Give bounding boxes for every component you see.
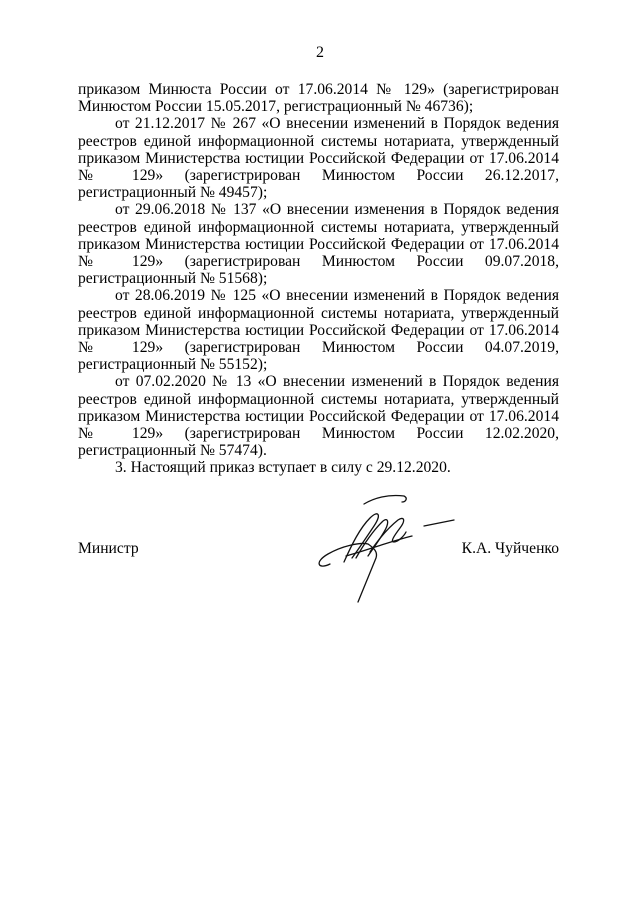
signatory-title: Министр: [78, 540, 139, 557]
paragraph-order-13: от 07.02.2020 № 13 «О внесении изменений в Порядок ведения реестров единой информационной системы нотариата, утвержденный приказом Министерства юстиции Российской Федерации от 17.06.2014 № 129» (зарегистрирован Минюстом России 12.02.2020, регистрационный № 57474).: [78, 373, 559, 460]
paragraph-order-267: от 21.12.2017 № 267 «О внесении изменений в Порядок ведения реестров единой информационной системы нотариата, утвержденный приказом Министерства юстиции Российской Федерации от 17.06.2014 № 129» (зарегистрирован Минюстом России 26.12.2017, регистрационный № 49457);: [78, 115, 559, 202]
paragraph-registration-2017: приказом Минюста России от 17.06.2014 № 129» (зарегистрирован Минюстом России 15.05.2017, регистрационный № 46736);: [78, 81, 559, 116]
signature-block: [78, 530, 559, 610]
paragraph-order-137: от 29.06.2018 № 137 «О внесении изменения в Порядок ведения реестров единой информационной системы нотариата, утвержденный приказом Министерства юстиции Российской Федерации от 17.06.2014 № 129» (зарегистрирован Минюстом России 09.07.2018, регистрационный № 51568);: [78, 201, 559, 288]
paragraph-order-125: от 28.06.2019 № 125 «О внесении изменений в Порядок ведения реестров единой информационной системы нотариата, утвержденный приказом Министерства юстиции Российской Федерации от 17.06.2014 № 129» (зарегистрирован Минюстом России 04.07.2019, регистрационный № 55152);: [78, 287, 559, 374]
document-body: [78, 81, 559, 477]
page-number: 2: [316, 44, 324, 61]
paragraph-effective-date: 3. Настоящий приказ вступает в силу с 29.12.2020.: [115, 459, 451, 477]
signatory-name: К.А. Чуйченко: [461, 540, 559, 557]
